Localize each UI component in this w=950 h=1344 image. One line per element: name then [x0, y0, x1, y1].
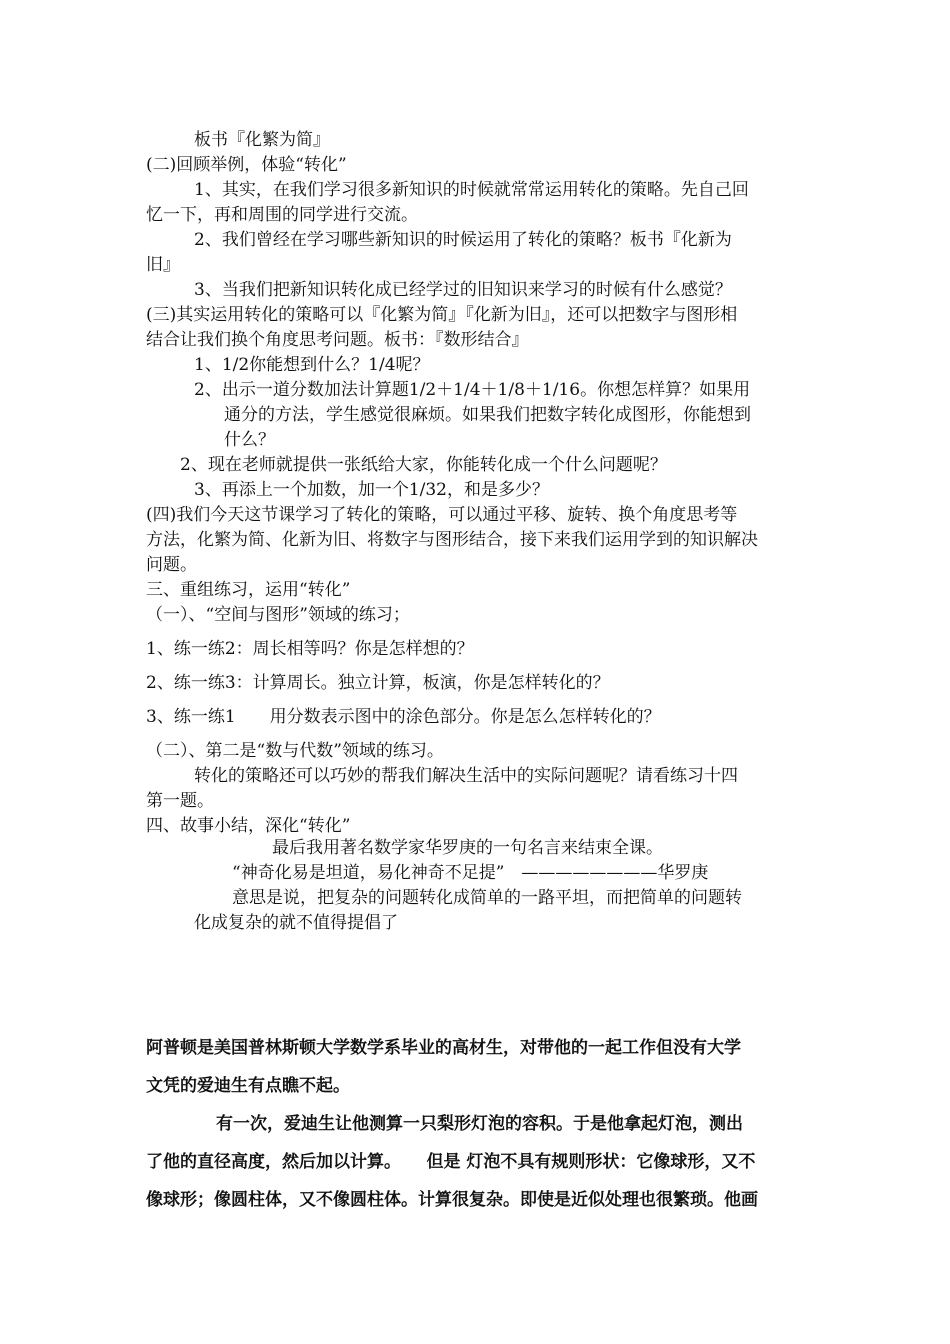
- text-line: 板书『化繁为简』: [194, 130, 330, 150]
- text-line: 3、当我们把新知识转化成已经学过的旧知识来学习的时候有什么感觉？: [194, 280, 732, 300]
- story-line: 像球形；像圆柱体，又不像圆柱体。计算很复杂。即使是近似处理也很繁琐。他画: [146, 1190, 758, 1210]
- quote-line: “神奇化易是坦道，易化神奇不足提” ————————华罗庚: [232, 863, 709, 883]
- section-heading: (二)回顾举例，体验“转化”: [146, 155, 347, 175]
- story-line: 阿普顿是美国普林斯顿大学数学系毕业的高材生，对带他的一起工作但没有大学: [146, 1038, 741, 1058]
- text-line: 方法，化繁为简、化新为旧、将数字与图形结合，接下来我们运用学到的知识解决: [146, 530, 758, 550]
- text-line: 转化的策略还可以巧妙的帮我们解决生活中的实际问题呢？请看练习十四: [194, 766, 738, 786]
- text-line: 2、我们曾经在学习哪些新知识的时候运用了转化的策略？板书『化新为: [194, 230, 732, 250]
- section-heading: （一）、“空间与图形”领域的练习；: [146, 605, 410, 625]
- text-line: 意思是说，把复杂的问题转化成简单的一路平坦，而把简单的问题转: [232, 888, 742, 908]
- section-heading: 三、重组练习，运用“转化”: [146, 580, 351, 600]
- text-line: 忆一下，再和周围的同学进行交流。: [146, 205, 418, 225]
- section-heading: （二）、第二是“数与代数”领域的练习。: [146, 741, 444, 761]
- text-line: 什么？: [224, 430, 275, 450]
- text-line: 2、出示一道分数加法计算题1/2＋1/4＋1/8＋1/16。你想怎样算？如果用: [194, 380, 751, 400]
- text-line: 2、练一练3：计算周长。独立计算，板演，你是怎样转化的？: [146, 673, 610, 693]
- story-line: 文凭的爱迪生有点瞧不起。: [146, 1076, 350, 1096]
- section-heading: 四、故事小结，深化“转化”: [146, 816, 351, 836]
- section-heading: (三)其实运用转化的策略可以『化繁为简』『化新为旧』，还可以把数字与图形相: [146, 305, 738, 325]
- story-line: 有一次，爱迪生让他测算一只梨形灯泡的容积。于是他拿起灯泡，测出: [216, 1114, 743, 1134]
- section-heading: (四)我们今天这节课学习了转化的策略，可以通过平移、旋转、换个角度思考等: [146, 505, 738, 525]
- text-line: 3、再添上一个加数，加一个1/32，和是多少？: [194, 480, 549, 500]
- text-line: 问题。: [146, 555, 197, 575]
- text-line: 最后我用著名数学家华罗庚的一句名言来结束全课。: [272, 838, 663, 858]
- text-line: 1、练一练2：周长相等吗？你是怎样想的？: [146, 639, 474, 659]
- text-line: 3、练一练1 用分数表示图中的涂色部分。你是怎么怎样转化的？: [146, 707, 661, 727]
- story-line: 了他的直径高度，然后加以计算。 但是 灯泡不具有规则形状：它像球形，又不: [146, 1152, 756, 1172]
- text-line: 化成复杂的就不值得提倡了: [194, 913, 398, 933]
- text-line: 1、其实，在我们学习很多新知识的时候就常常运用转化的策略。先自己回: [194, 180, 749, 200]
- text-line: 1、1/2你能想到什么？1/4呢？: [194, 355, 430, 375]
- text-line: 旧』: [146, 255, 180, 275]
- text-line: 2、现在老师就提供一张纸给大家，你能转化成一个什么问题呢？: [180, 455, 667, 475]
- text-line: 结合让我们换个角度思考问题。板书：『数形结合』: [146, 330, 529, 350]
- text-line: 第一题。: [146, 791, 214, 811]
- text-line: 通分的方法，学生感觉很麻烦。如果我们把数字转化成图形，你能想到: [224, 405, 751, 425]
